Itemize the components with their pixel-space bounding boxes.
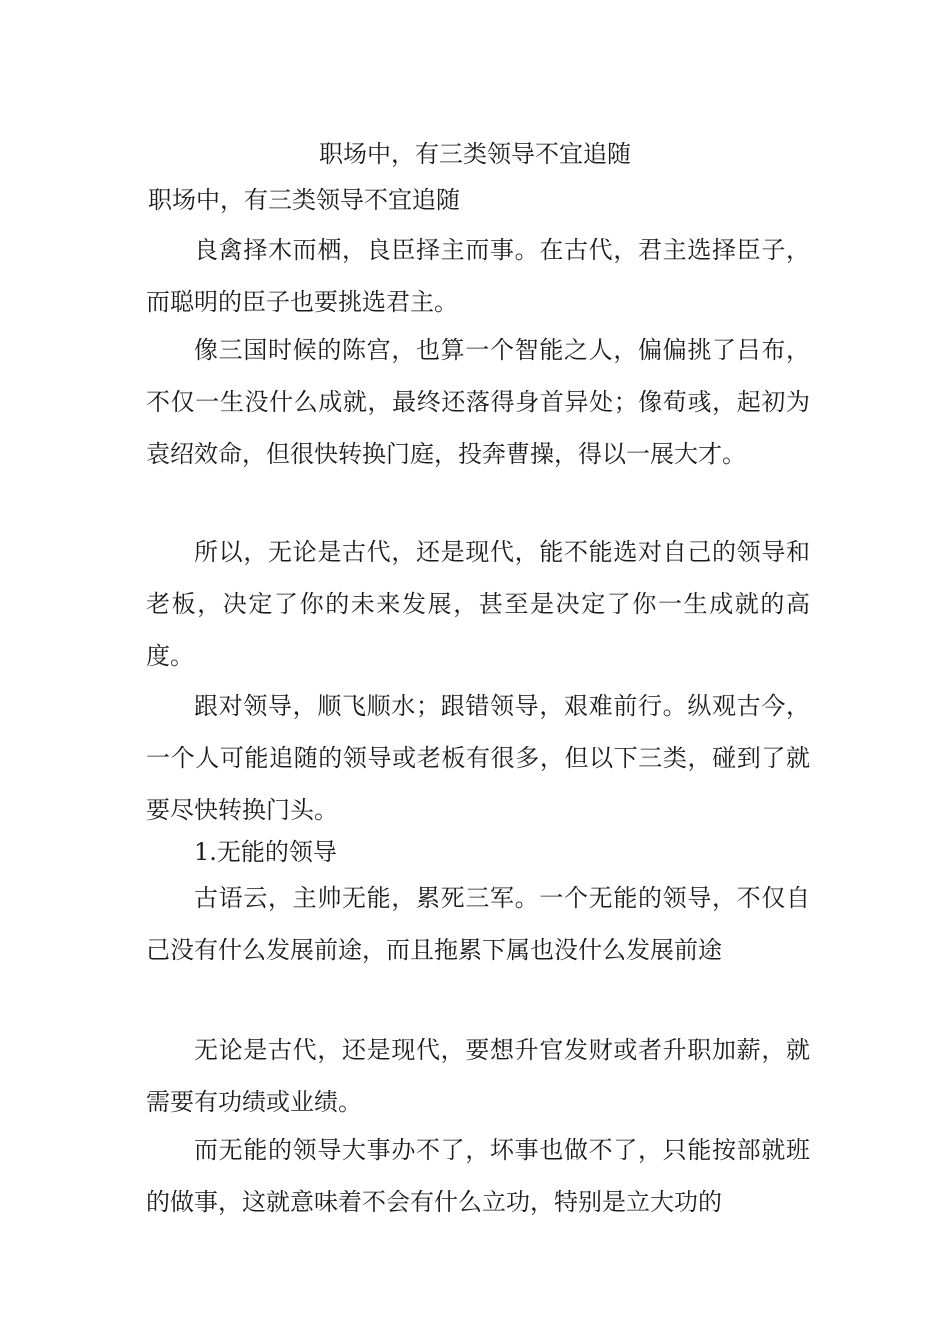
paragraph-2: 像三国时候的陈宫，也算一个智能之人，偏偏挑了吕布，不仅一生没什么成就，最终还落得身首异处；像荀彧，起初为袁绍效命，但很快转换门庭，投奔曹操，得以一展大才。 bbox=[146, 336, 810, 468]
document-title: 职场中，有三类领导不宜追随 bbox=[319, 140, 631, 168]
paragraph-6: 无论是古代，还是现代，要想升官发财或者升职加薪，就需要有功绩或业绩。 bbox=[146, 1036, 810, 1116]
document-subtitle: 职场中，有三类领导不宜追随 bbox=[148, 186, 460, 214]
paragraph-4: 跟对领导，顺飞顺水；跟错领导，艰难前行。纵观古今，一个人可能追随的领导或老板有很多，但以下三类，碰到了就要尽快转换门头。 bbox=[146, 692, 810, 824]
paragraph-5: 古语云，主帅无能，累死三军。一个无能的领导，不仅自己没有什么发展前途，而且拖累下属也没什么发展前途 bbox=[146, 884, 810, 964]
paragraph-3: 所以，无论是古代，还是现代，能不能选对自己的领导和老板，决定了你的未来发展，甚至是决定了你一生成就的高度。 bbox=[146, 538, 810, 670]
paragraph-1: 良禽择木而栖，良臣择主而事。在古代，君主选择臣子，而聪明的臣子也要挑选君主。 bbox=[146, 236, 810, 316]
paragraph-7: 而无能的领导大事办不了，坏事也做不了，只能按部就班的做事，这就意味着不会有什么立功，特别是立大功的 bbox=[146, 1136, 810, 1216]
section-heading-1: 1.无能的领导 bbox=[194, 838, 337, 866]
